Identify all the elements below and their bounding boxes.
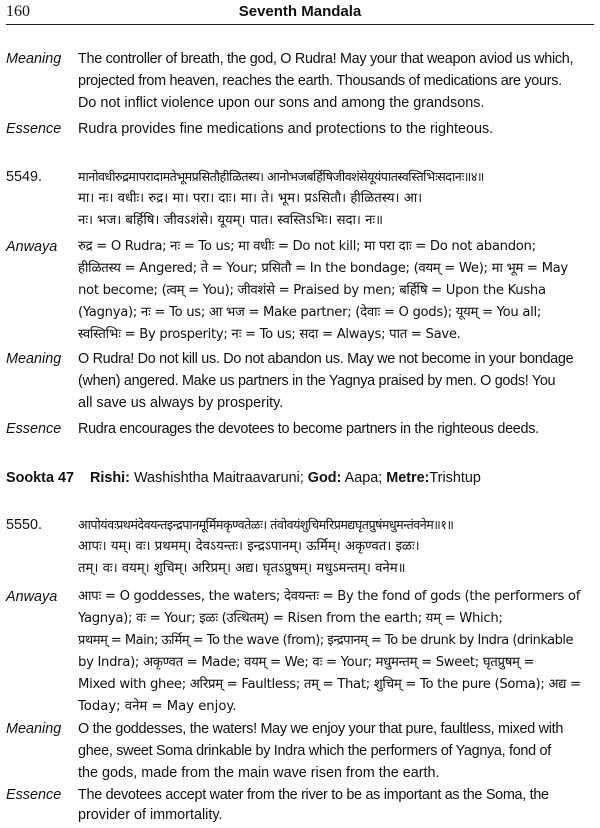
meaning-line: Do not inflict violence upon our sons and among the grandsons. bbox=[78, 95, 485, 111]
anwaya-line: स्वस्तिभिः = By prosperity; नः = To us; सदा = Always; पात = Save. bbox=[78, 327, 461, 342]
sookta-heading bbox=[6, 467, 481, 489]
metre-name: Trishtup bbox=[429, 470, 481, 486]
sanskrit-line: मानोवधीरुद्रमापरादामतेभूमप्रसितौहीळितस्य। आनोभजबर्हिषिजीवशंसेयूयंपातस्वस्तिभिःसदानः॥४॥ bbox=[78, 169, 484, 184]
anwaya-label: Anwaya bbox=[6, 239, 58, 255]
meaning-section-1 bbox=[6, 48, 596, 118]
anwaya-label: Anwaya bbox=[6, 589, 58, 605]
anwaya-line: Today; वनेम = May enjoy. bbox=[78, 699, 237, 714]
meaning-line: projected from heaven, reaches the earth. Thousands of medications are yours. bbox=[78, 73, 562, 89]
meaning-line: The controller of breath, the god, O Rudra! May your that weapon aviod us which, bbox=[78, 51, 574, 67]
meaning-line: all save us always by prosperity. bbox=[78, 395, 284, 411]
anwaya-section-5550 bbox=[6, 586, 596, 718]
page-header bbox=[6, 2, 594, 25]
god-label: God: bbox=[307, 470, 342, 486]
sanskrit-line: आपः। यम्। वः। प्रथमम्। देवऽयन्तः। इन्द्रऽपानम्। ऊर्मिम्। अकृण्वत। इळः। bbox=[78, 539, 420, 554]
essence-label: Essence bbox=[6, 121, 62, 137]
anwaya-line: प्रथमम् = Main; ऊर्मिम् = To the wave (from); इन्द्रपानम् = To be drunk by Indra (drinkable bbox=[78, 633, 573, 648]
anwaya-line: आपः = O goddesses, the waters; देवयन्तः = By the fond of gods (the performers of bbox=[78, 589, 581, 604]
meaning-line: O Rudra! Do not kill us. Do not abandon us. May we not become in your bondage bbox=[78, 351, 574, 367]
verse-5550 bbox=[6, 514, 596, 580]
essence-section-1 bbox=[6, 118, 596, 140]
meaning-line: the gods, made from the main wave risen from the earth. bbox=[78, 765, 440, 781]
meaning-label: Meaning bbox=[6, 51, 62, 67]
anwaya-line: (Yagnya); नः = To us; आ भज = Make partner; (देवाः = O gods); यूयम् = You all; bbox=[78, 305, 541, 320]
anwaya-line: हीळितस्य = Angered; ते = Your; प्रसितौ = In the bondage; (वयम् = We); मा भूम = May bbox=[78, 261, 568, 276]
sanskrit-line: आपोयंवःप्रथमंदेवयन्तइन्द्रपानमूर्मिमकृण्वतेळः। तंवोवयंशुचिमरिप्रमद्यघृतप्रुषंमधुमन्तंवनेम॥१॥ bbox=[78, 517, 454, 532]
essence-text: Rudra provides fine medications and protections to the righteous. bbox=[78, 121, 494, 137]
essence-line: The devotees accept water from the river to be as important as the Soma, the bbox=[78, 787, 549, 803]
anwaya-line: Yagnya); वः = Your; इळः (उत्थितम्) = Risen from the earth; यम् = Which; bbox=[78, 611, 503, 626]
verse-5549 bbox=[6, 166, 596, 232]
anwaya-section-5549 bbox=[6, 236, 596, 346]
meaning-section-5550 bbox=[6, 718, 596, 784]
sanskrit-line: तम्। वः। वयम्। शुचिम्। अरिप्रम्। अद्य। घृतऽप्रुषम्। मधुऽमन्तम्। वनेम॥ bbox=[78, 561, 406, 576]
sookta-title: Sookta 47 bbox=[6, 470, 74, 486]
meaning-line: (when) angered. Make us partners in the Yagnya praised by men. O gods! You bbox=[78, 373, 556, 389]
anwaya-line: not become; (त्वम् = You); जीवशंसे = Praised by men; बर्हिषि = Upon the Kusha bbox=[78, 283, 546, 298]
essence-label: Essence bbox=[6, 421, 62, 437]
rishi-label: Rishi: bbox=[89, 470, 130, 486]
god-name: Aapa; bbox=[344, 470, 383, 486]
running-title: Seventh Mandala bbox=[238, 3, 362, 20]
metre-label: Metre: bbox=[386, 470, 430, 486]
meaning-line: O the goddesses, the waters! May we enjoy your that pure, faultless, mixed with bbox=[78, 721, 564, 737]
meaning-label: Meaning bbox=[6, 351, 62, 367]
anwaya-line: Mixed with ghee; अरिप्रम् = Faultless; तम् = That; शुचिम् = To the pure (Soma); अद्य = bbox=[78, 677, 581, 692]
sanskrit-line: मा। नः। वधीः। रुद्र। मा। परा। दाः। मा। ते। भूम। प्रऽसितौ। हीळितस्य। आ। bbox=[78, 191, 423, 206]
sanskrit-line: नः। भज। बर्हिषि। जीवऽशंसे। यूयम्। पात। स्वस्तिऽभिः। सदा। नः॥ bbox=[78, 213, 383, 228]
essence-text: Rudra encourages the devotees to become partners in the righteous deeds. bbox=[78, 421, 539, 437]
verse-number: 5549. bbox=[6, 169, 43, 185]
essence-label: Essence bbox=[6, 787, 62, 803]
essence-section-5550 bbox=[6, 784, 596, 828]
essence-line: provider of immortality. bbox=[78, 807, 223, 823]
meaning-line: ghee, sweet Soma drinkable by Indra which the performers of Yagnya, fond of bbox=[78, 743, 551, 759]
page-number: 160 bbox=[6, 3, 30, 20]
anwaya-line: by Indra); अकृण्वत = Made; वयम् = We; वः = Your; मधुमन्तम् = Sweet; घृतप्रुषम् = bbox=[78, 655, 535, 670]
meaning-label: Meaning bbox=[6, 721, 62, 737]
verse-number: 5550. bbox=[6, 517, 43, 533]
anwaya-line: रुद्र = O Rudra; नः = To us; मा वधीः = Do not kill; मा परा दाः = Do not abandon; bbox=[78, 239, 536, 254]
meaning-section-5549 bbox=[6, 348, 596, 414]
rishi-name: Washishtha Maitraavaruni; bbox=[133, 470, 304, 486]
essence-section-5549 bbox=[6, 418, 596, 440]
